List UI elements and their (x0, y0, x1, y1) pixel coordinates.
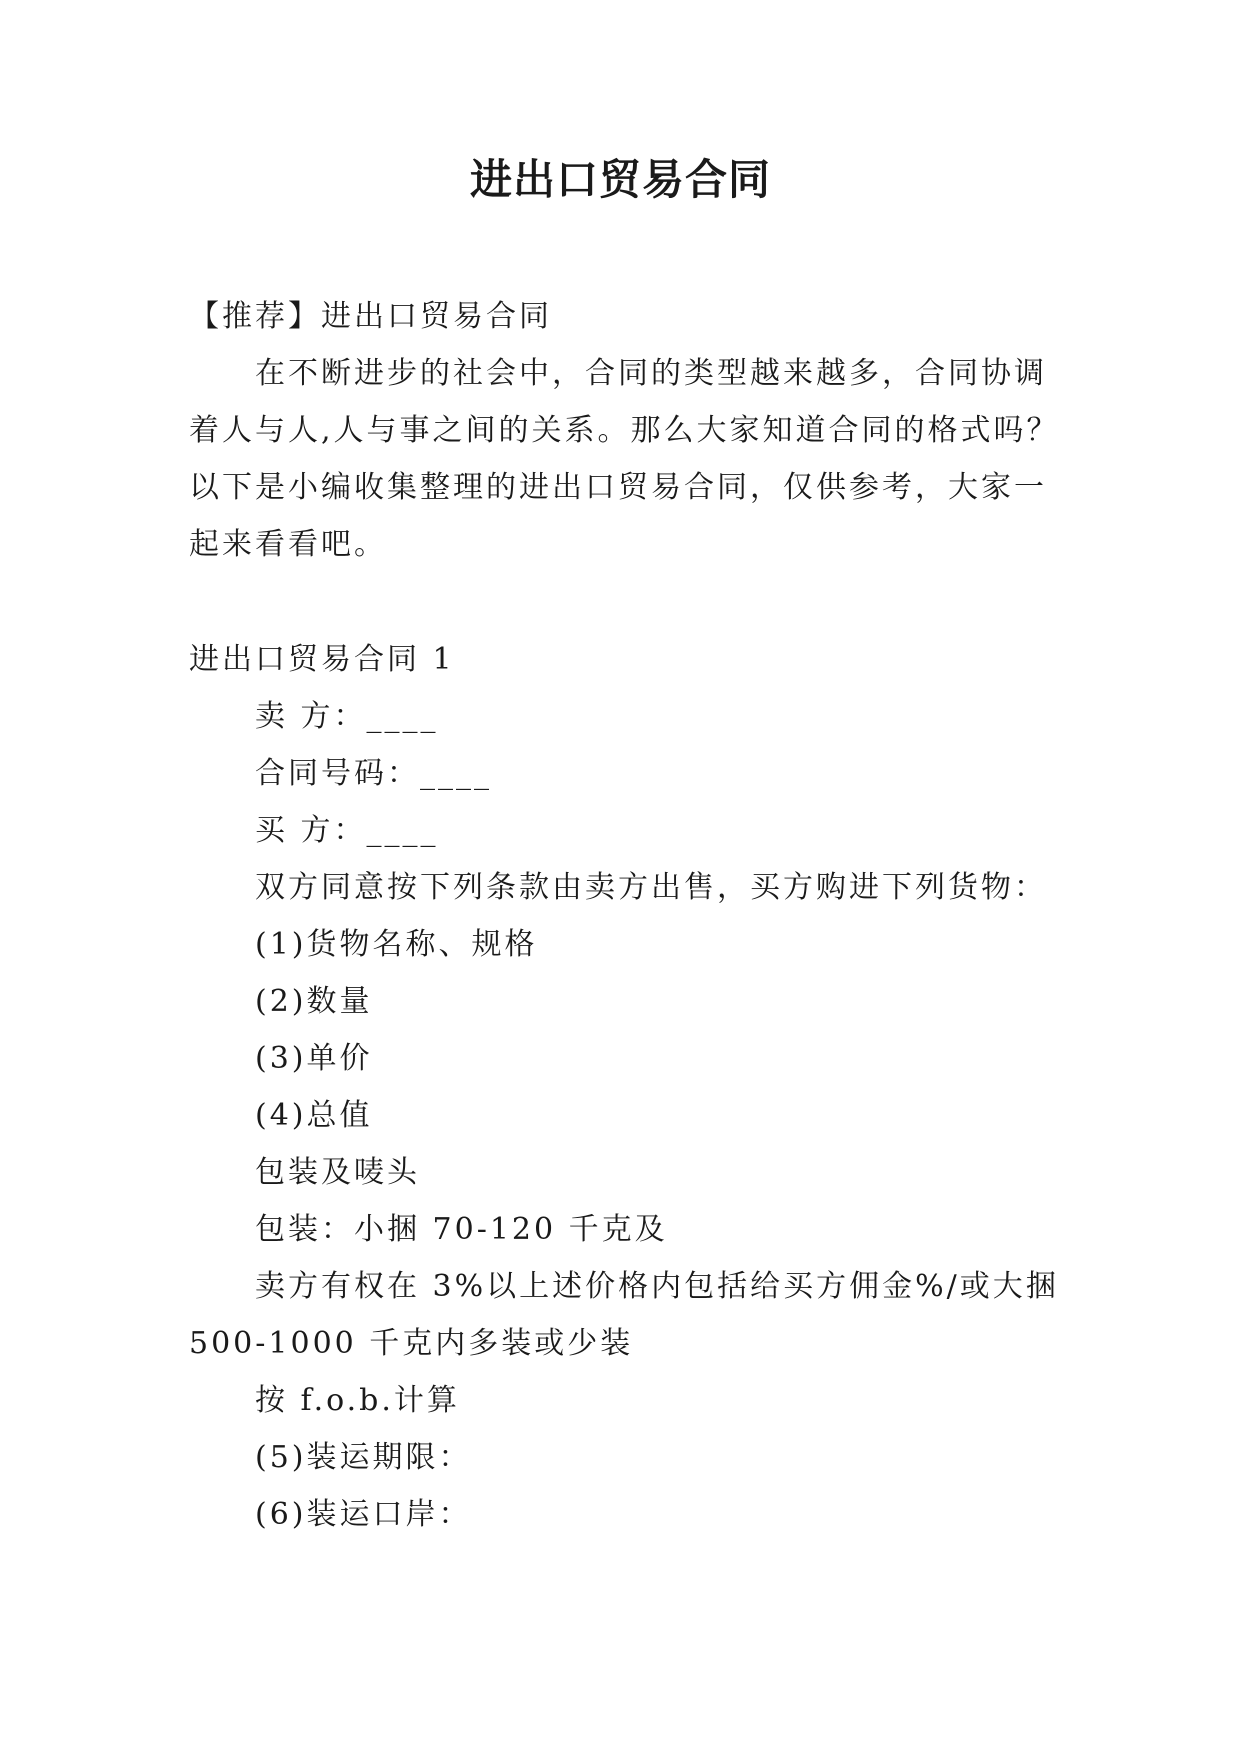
commission-line-2: 500-1000 千克内多装或少装 (189, 1326, 634, 1361)
item-line: (1)货物名称、规格 (255, 927, 538, 962)
shipment-period-line: (5)装运期限： (255, 1440, 472, 1475)
buyer-field: 买 方：____ (255, 813, 439, 848)
packing-line: 包装：小捆 70-120 千克及 (255, 1212, 668, 1247)
shipment-port-line: (6)装运口岸： (255, 1497, 472, 1532)
contract-number-field: 合同号码：____ (255, 756, 492, 791)
agreement-line: 双方同意按下列条款由卖方出售，买方购进下列货物： (255, 870, 1047, 905)
item-line: (3)单价 (255, 1041, 373, 1076)
section-title: 进出口贸易合同 1 (189, 642, 455, 677)
heading-line: 【推荐】进出口贸易合同 (189, 299, 552, 334)
packing-heading: 包装及唛头 (255, 1155, 420, 1190)
seller-field: 卖 方：____ (255, 699, 439, 734)
paragraph-gap (189, 573, 1069, 631)
commission-line-1: 卖方有权在 3%以上述价格内包括给买方佣金%/或大捆 (255, 1269, 1059, 1304)
intro-line-2: 着人与人,人与事之间的关系。那么大家知道合同的格式吗？ (189, 413, 1060, 448)
intro-line-1: 在不断进步的社会中，合同的类型越来越多，合同协调 (255, 356, 1047, 391)
document-title: 进出口贸易合同 (469, 155, 771, 204)
item-line: (2)数量 (255, 984, 373, 1019)
intro-line-3: 以下是小编收集整理的进出口贸易合同，仅供参考，大家一 (189, 470, 1047, 505)
intro-line-4: 起来看看吧。 (189, 527, 387, 562)
fob-line: 按 f.o.b.计算 (255, 1383, 460, 1418)
item-line: (4)总值 (255, 1098, 373, 1133)
document-body (189, 288, 1069, 1543)
